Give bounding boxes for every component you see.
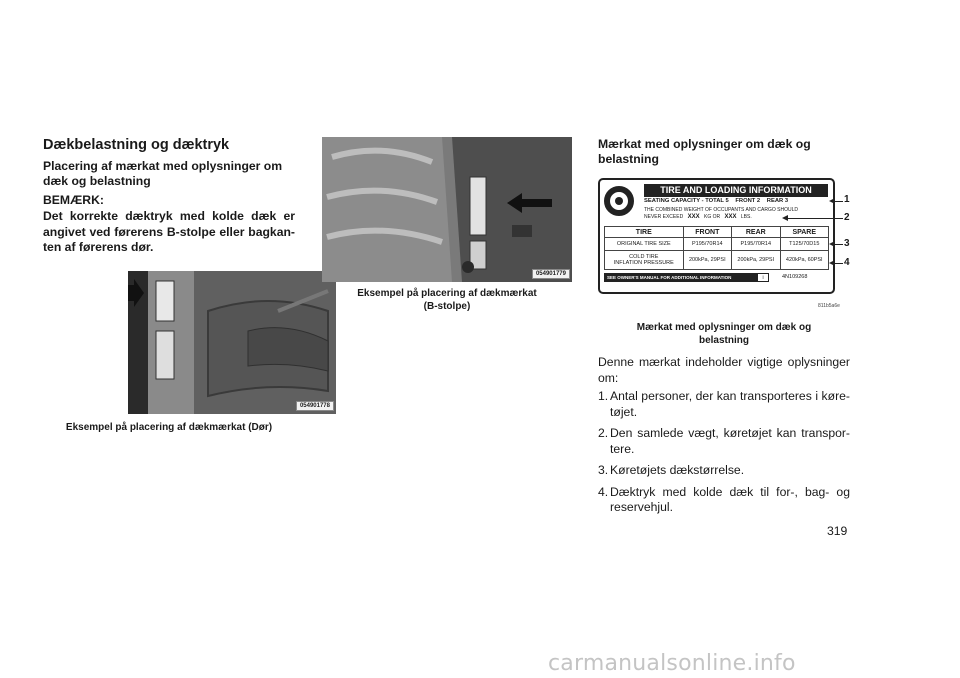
callout-2-line xyxy=(788,218,843,219)
callout-2: 2 xyxy=(844,212,850,223)
list-number: 3. xyxy=(598,463,609,477)
pillar-photo xyxy=(322,137,572,282)
pressure-rear: 200kPa, 29PSI xyxy=(732,251,780,270)
pillar-photo-caption xyxy=(322,288,572,313)
weight-lbs: LBS. xyxy=(740,213,752,220)
door-photo-illustration xyxy=(128,271,336,414)
header-spare: SPARE xyxy=(780,227,829,238)
size-front: P195/70R14 xyxy=(683,238,731,251)
table-row-pressure xyxy=(605,251,829,270)
label-caption xyxy=(598,322,850,347)
table-row-size xyxy=(605,238,829,251)
note-heading: BEMÆRK: xyxy=(43,193,104,207)
weight-line1: THE COMBINED WEIGHT OF OCCUPANTS AND CARGO SHOULD xyxy=(644,207,798,213)
weight-xxx-lbs: XXX xyxy=(724,213,737,220)
list-number: 1. xyxy=(598,389,609,403)
label-section-heading: Mærkat med oplysninger om dæk og belastning xyxy=(598,137,811,166)
list-text: Den samlede vægt, køretøjet kan transpor-tere. xyxy=(610,426,850,456)
seating-total: SEATING CAPACITY - TOTAL 5 xyxy=(644,198,729,204)
callout-1: 1 xyxy=(844,194,850,205)
seating-rear: REAR 3 xyxy=(766,198,789,204)
info-list xyxy=(598,389,850,522)
pillar-caption-line1: Eksempel på placering af dækmærkat xyxy=(357,288,537,299)
list-item xyxy=(598,389,850,420)
tire-label-figure xyxy=(598,178,850,314)
callout-4-line xyxy=(835,263,843,264)
header-front: FRONT xyxy=(683,227,731,238)
callout-4-arrow-icon xyxy=(829,260,835,266)
label-title: TIRE AND LOADING INFORMATION xyxy=(644,184,828,197)
list-item xyxy=(598,463,850,479)
manual-book-icon: i xyxy=(757,273,769,282)
list-item xyxy=(598,426,850,457)
seating-front: FRONT 2 xyxy=(735,198,761,204)
label-caption-line2: belastning xyxy=(698,334,749,346)
size-label: ORIGINAL TIRE SIZE xyxy=(605,238,684,251)
weight-never: NEVER EXCEED xyxy=(644,213,684,220)
watermark[interactable]: carmanualsonline.info xyxy=(548,651,796,676)
pillar-photo-code: 054901779 xyxy=(532,269,570,279)
callout-4: 4 xyxy=(844,257,850,268)
label-footer: SEE OWNER'S MANUAL FOR ADDITIONAL INFORMATION xyxy=(604,273,757,282)
callout-3: 3 xyxy=(844,238,850,249)
header-tire: TIRE xyxy=(605,227,684,238)
header-rear: REAR xyxy=(732,227,780,238)
page-number: 319 xyxy=(827,524,848,538)
callout-3-arrow-icon xyxy=(829,241,835,247)
callout-3-line xyxy=(835,244,843,245)
weight-kg: KG OR xyxy=(703,213,721,220)
intro-paragraph: Denne mærkat indeholder vigtige oplysninger om: xyxy=(598,355,850,385)
door-photo xyxy=(128,271,336,414)
pressure-front: 200kPa, 29PSI xyxy=(683,251,731,270)
list-text: Dæktryk med kolde dæk til for-, bag- og reservehjul. xyxy=(610,484,850,514)
pillar-caption-line2: (B-stolpe) xyxy=(423,300,471,312)
label-caption-line1: Mærkat med oplysninger om dæk og xyxy=(636,322,812,333)
weight-xxx-kg: XXX xyxy=(687,213,700,220)
list-number: 4. xyxy=(598,484,609,499)
door-photo-caption: Eksempel på placering af dækmærkat (Dør) xyxy=(65,422,273,433)
pillar-photo-illustration xyxy=(322,137,572,282)
list-item xyxy=(598,485,850,516)
label-seating xyxy=(644,198,828,204)
note-text: Det korrekte dæktryk med kolde dæk er angivet ved førerens B-stolpe eller bagkan-ten af førerens dør. xyxy=(43,209,295,254)
tire-table xyxy=(604,226,829,270)
size-spare: T125/70D15 xyxy=(780,238,829,251)
callout-2-arrow-icon xyxy=(782,215,788,221)
list-text: Køretøjets dækstørrelse. xyxy=(610,463,745,477)
tire-loading-label xyxy=(598,178,835,294)
subsection-title: Placering af mærkat med oplysninger om dæk og belastning xyxy=(43,159,283,188)
tire-icon xyxy=(604,186,634,216)
callout-1-line xyxy=(835,201,843,202)
pressure-label-line2: INFLATION PRESSURE xyxy=(613,260,674,266)
size-rear: P195/70R14 xyxy=(732,238,780,251)
section-title: Dækbelastning og dæktryk xyxy=(43,137,230,153)
pressure-spare: 420kPa, 60PSI xyxy=(780,251,829,270)
list-text: Antal personer, der kan transporteres i køre-tøjet. xyxy=(610,389,850,419)
callout-1-arrow-icon xyxy=(829,198,835,204)
door-photo-code: 054901778 xyxy=(296,401,334,411)
label-code: 4N109268 xyxy=(782,274,808,280)
pressure-label-line1: COLD TIRE xyxy=(629,254,659,260)
figure-code: 811b5a6e xyxy=(818,303,840,309)
table-header-row xyxy=(605,227,829,238)
pressure-label xyxy=(605,251,684,270)
list-number: 2. xyxy=(598,426,609,440)
